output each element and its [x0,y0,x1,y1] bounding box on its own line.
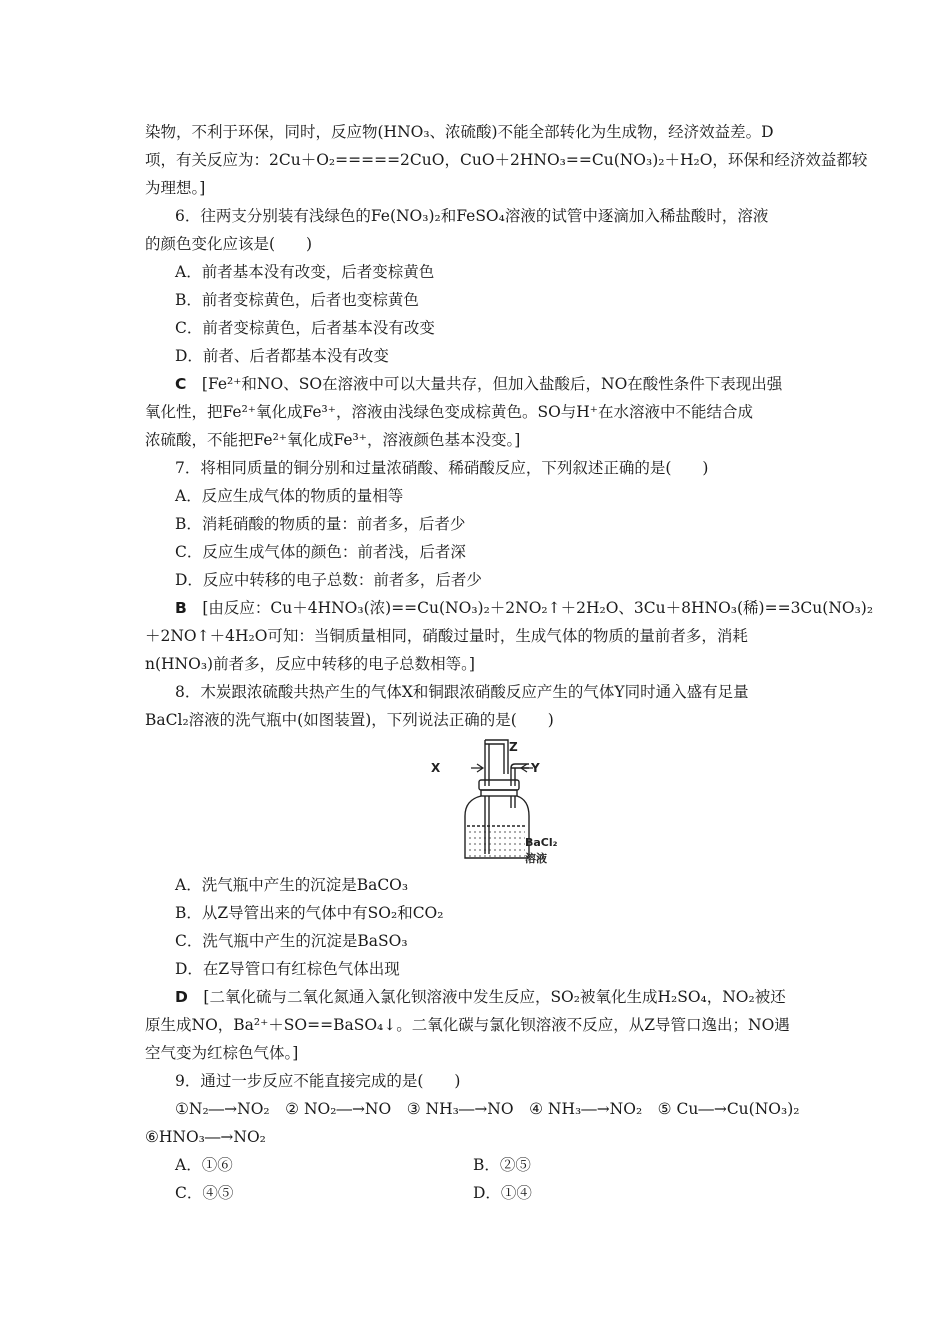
text-line: 为理想。] [145,179,206,197]
text-line: BaCl₂溶液的洗气瓶中(如图装置)，下列说法正确的是( ) [145,711,554,729]
explanation-7: B [由反应：Cu＋4HNO₃(浓)==Cu(NO₃)₂＋2NO₂↑＋2H₂O、3Cu＋8HNO₃(稀)==3Cu(NO₃)₂ [175,599,874,617]
label-y: Y [531,761,540,775]
text-line: ＋2NO↑＋4H₂O可知：当铜质量相同，硝酸过量时，生成气体的物质的量前者多，消耗 [145,627,748,645]
label-bacl2: BaCl₂ [525,836,558,849]
option-c: C．洗气瓶中产生的沉淀是BaSO₃ [175,932,408,950]
gas-washing-bottle-figure [425,738,575,868]
reaction-list: ⑥HNO₃―→NO₂ [145,1128,266,1146]
label-solution: 溶液 [525,852,547,865]
label-x: X [431,761,441,775]
text-line: 的颜色变化应该是( ) [145,235,313,253]
option-a: A．前者基本没有改变，后者变棕黄色 [175,263,435,281]
text-line: 原生成NO，Ba²⁺＋SO==BaSO₄↓。二氧化碳与氯化钡溶液不反应，从Z导管口逸出；NO遇 [145,1016,790,1034]
option-b: B．消耗硝酸的物质的量：前者多，后者少 [175,515,466,533]
option-a: A．反应生成气体的物质的量相等 [175,487,404,505]
question-9: 9．通过一步反应不能直接完成的是( ) [175,1072,461,1090]
option-a: A．①⑥ [175,1156,233,1174]
text-line: 浓硫酸，不能把Fe²⁺氧化成Fe³⁺，溶液颜色基本没变。] [145,431,521,449]
answer-label: C [175,375,187,393]
text-line: 空气变为红棕色气体。] [145,1044,299,1062]
answer-label: B [175,599,187,617]
text-line: 染物，不利于环保，同时，反应物(HNO₃、浓硫酸)不能全部转化为生成物，经济效益差。D [145,123,774,141]
option-d: D．反应中转移的电子总数：前者多，后者少 [175,571,482,589]
explanation-6: C [Fe²⁺和NO、SO在溶液中可以大量共存，但加入盐酸后，NO在酸性条件下表现出强 [175,375,783,393]
option-b: B．前者变棕黄色，后者也变棕黄色 [175,291,419,309]
explanation-8: D [二氧化硫与二氧化氮通入氯化钡溶液中发生反应，SO₂被氧化生成H₂SO₄，NO₂被还 [175,988,786,1006]
label-z: Z [509,740,518,754]
reaction-list: ①N₂―→NO₂ ② NO₂―→NO ③ NH₃―→NO ④ NH₃―→NO₂ ⑤ Cu―→Cu(NO₃)₂ [175,1100,800,1118]
option-a: A．洗气瓶中产生的沉淀是BaCO₃ [175,876,409,894]
text-line: 氧化性，把Fe²⁺氧化成Fe³⁺，溶液由浅绿色变成棕黄色。SO与H⁺在水溶液中不能结合成 [145,403,753,421]
option-d: D．前者、后者都基本没有改变 [175,347,389,365]
option-b: B．从Z导管出来的气体中有SO₂和CO₂ [175,904,444,922]
option-d: D．在Z导管口有红棕色气体出现 [175,960,400,978]
text-line: n(HNO₃)前者多，反应中转移的电子总数相等。] [145,655,475,673]
option-c: C．反应生成气体的颜色：前者浅，后者深 [175,543,466,561]
question-7: 7．将相同质量的铜分别和过量浓硝酸、稀硝酸反应，下列叙述正确的是( ) [175,459,709,477]
option-c: C．前者变棕黄色，后者基本没有改变 [175,319,435,337]
option-b: B．②⑤ [473,1156,531,1174]
question-8: 8．木炭跟浓硫酸共热产生的气体X和铜跟浓硝酸反应产生的气体Y同时通入盛有足量 [175,683,749,701]
option-d: D．①④ [473,1184,532,1202]
option-c: C．④⑤ [175,1184,234,1202]
answer-label: D [175,988,188,1006]
question-6: 6．往两支分别装有浅绿色的Fe(NO₃)₂和FeSO₄溶液的试管中逐滴加入稀盐酸时，溶液 [175,207,769,225]
text-line: 项，有关反应为：2Cu＋O₂=====2CuO，CuO＋2HNO₃==Cu(NO₃)₂＋H₂O，环保和经济效益都较 [145,151,868,169]
